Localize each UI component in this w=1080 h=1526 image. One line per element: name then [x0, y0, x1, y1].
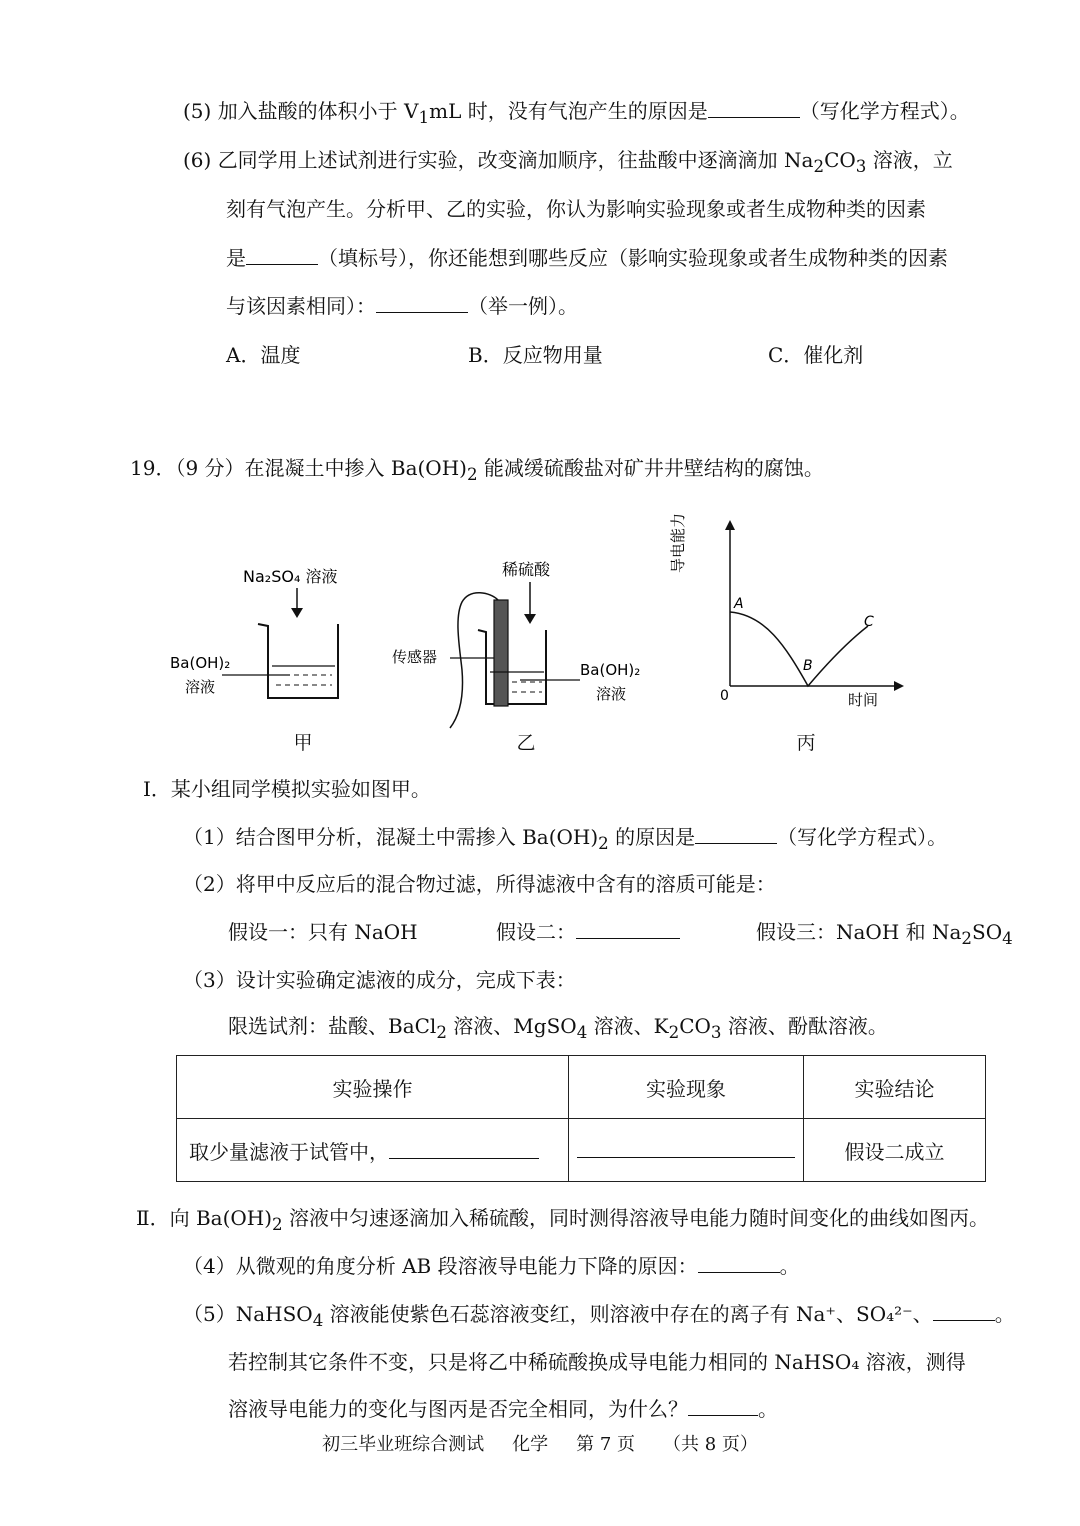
q19-stem: 19．（9 分）在混凝土中掺入 $Ba(OH)_2$ 能减缓硫酸盐对矿井井壁结构的腐蚀。: [130, 456, 824, 484]
page-footer: 初三毕业班综合测试 化学 第 7 页 （共 8 页）: [322, 1434, 758, 1455]
header-conclusion: 实验结论: [804, 1056, 986, 1119]
answer-blank[interactable]: [376, 292, 468, 313]
figure-jia: [170, 567, 338, 698]
caption-yi: 乙: [516, 732, 536, 754]
q18-p6-line1: (6) 乙同学用上述试剂进行实验，改变滴加顺序，往盐酸中逐滴滴加 $Na_2CO_3$ 溶液，立: [183, 148, 953, 176]
part2-heading: Ⅱ．向 $Ba(OH)_2$ 溶液中匀速逐滴加入稀硫酸，同时测得溶液导电能力随时间变化的曲线如图丙。: [136, 1206, 989, 1234]
hypothesis-3: 假设三：NaOH 和 $Na_2SO_4$: [756, 920, 1013, 948]
figure-yi: [392, 560, 640, 728]
q19-p5-line2: 若控制其它条件不变，只是将乙中稀硫酸换成导电能力相同的 NaHSO₄ 溶液，测得: [228, 1350, 966, 1374]
answer-blank[interactable]: [698, 1252, 780, 1273]
answer-blank[interactable]: [389, 1138, 539, 1159]
reagents: 限选试剂：盐酸、BaCl$_2$ 溶液、MgSO$_4$ 溶液、$K_2CO_3$ 溶液、酚酞溶液。: [228, 1014, 888, 1042]
yi-side-label-2: 溶液: [596, 685, 627, 703]
answer-blank[interactable]: [688, 1395, 758, 1416]
q18-p6-line3: 是 （填标号），你还能想到哪些反应（影响实验现象或者生成物种类的因素: [226, 246, 948, 270]
sensor-label: 传感器: [392, 648, 438, 666]
point-a: A: [734, 596, 744, 612]
option-b[interactable]: B．反应物用量: [468, 343, 603, 367]
option-a[interactable]: A．温度: [226, 343, 301, 367]
answer-blank[interactable]: [708, 97, 800, 118]
q19-p5-line3: 溶液导电能力的变化与图丙是否完全相同，为什么？ 。: [228, 1397, 778, 1421]
jia-beaker: [258, 624, 338, 698]
q18-p6-line2: 刻有气泡产生。分析甲、乙的实验，你认为影响实验现象或者生成物种类的因素: [226, 197, 926, 221]
q19-p2: （2）将甲中反应后的混合物过滤，所得滤液中含有的溶质可能是：: [183, 872, 776, 896]
bing-origin: 0: [720, 688, 729, 704]
header-operation: 实验操作: [177, 1056, 569, 1119]
q19-p3: （3）设计实验确定滤液的成分，完成下表：: [183, 968, 576, 992]
answer-blank[interactable]: [695, 823, 777, 844]
jia-side-label-1: Ba(OH)₂: [170, 654, 231, 672]
sensor-probe: [494, 600, 508, 706]
q19-p5: （5）NaHSO$_4$ 溶液能使紫色石蕊溶液变红，则溶液中存在的离子有 Na⁺、SO₄²⁻、 。: [183, 1302, 1015, 1330]
q18-p5: (5) 加入盐酸的体积小于 $V_1mL$ 时，没有气泡产生的原因是 （写化学方程式）。: [183, 99, 970, 127]
row-operation: 取少量滤液于试管中，: [177, 1119, 569, 1182]
q18-p6-line4: 与该因素相同）： （举一例）。: [226, 294, 578, 318]
yi-side-label-1: Ba(OH)₂: [580, 661, 641, 679]
q19-p1: （1）结合图甲分析，混凝土中需掺入 $Ba(OH)_2$ 的原因是 （写化学方程式）。: [183, 825, 948, 853]
answer-blank[interactable]: [246, 244, 318, 265]
table-header-row: [177, 1056, 986, 1119]
part1-heading: Ⅰ．某小组同学模拟实验如图甲。: [143, 777, 431, 801]
row-conclusion: 假设二成立: [804, 1119, 986, 1182]
answer-blank[interactable]: [933, 1300, 995, 1321]
jia-side-label-2: 溶液: [185, 678, 216, 696]
bing-xlabel: 时间: [848, 691, 879, 709]
point-b: B: [803, 658, 813, 674]
caption-bing: 丙: [796, 732, 816, 754]
answer-blank[interactable]: [577, 1137, 795, 1158]
bing-ylabel: 导电能力: [669, 512, 687, 573]
hypothesis-2: 假设二：: [496, 918, 680, 946]
yi-top-label: 稀硫酸: [502, 560, 551, 579]
jia-top-label: Na₂SO₄ 溶液: [243, 567, 338, 586]
point-c: C: [864, 614, 874, 630]
option-c[interactable]: C．催化剂: [768, 343, 864, 367]
caption-jia: 甲: [293, 732, 313, 754]
q19-p4: （4）从微观的角度分析 AB 段溶液导电能力下降的原因： 。: [183, 1254, 800, 1278]
table-row: [177, 1119, 986, 1182]
bing-curve: [730, 612, 868, 686]
yi-beaker: [478, 630, 546, 704]
hypothesis-1: 假设一：只有 NaOH: [228, 920, 418, 944]
header-phenomenon: 实验现象: [569, 1056, 804, 1119]
experiment-table: [176, 1055, 986, 1182]
answer-blank[interactable]: [576, 918, 680, 939]
figure-bing-chart: [669, 513, 904, 709]
row-phenomenon: [569, 1119, 804, 1182]
